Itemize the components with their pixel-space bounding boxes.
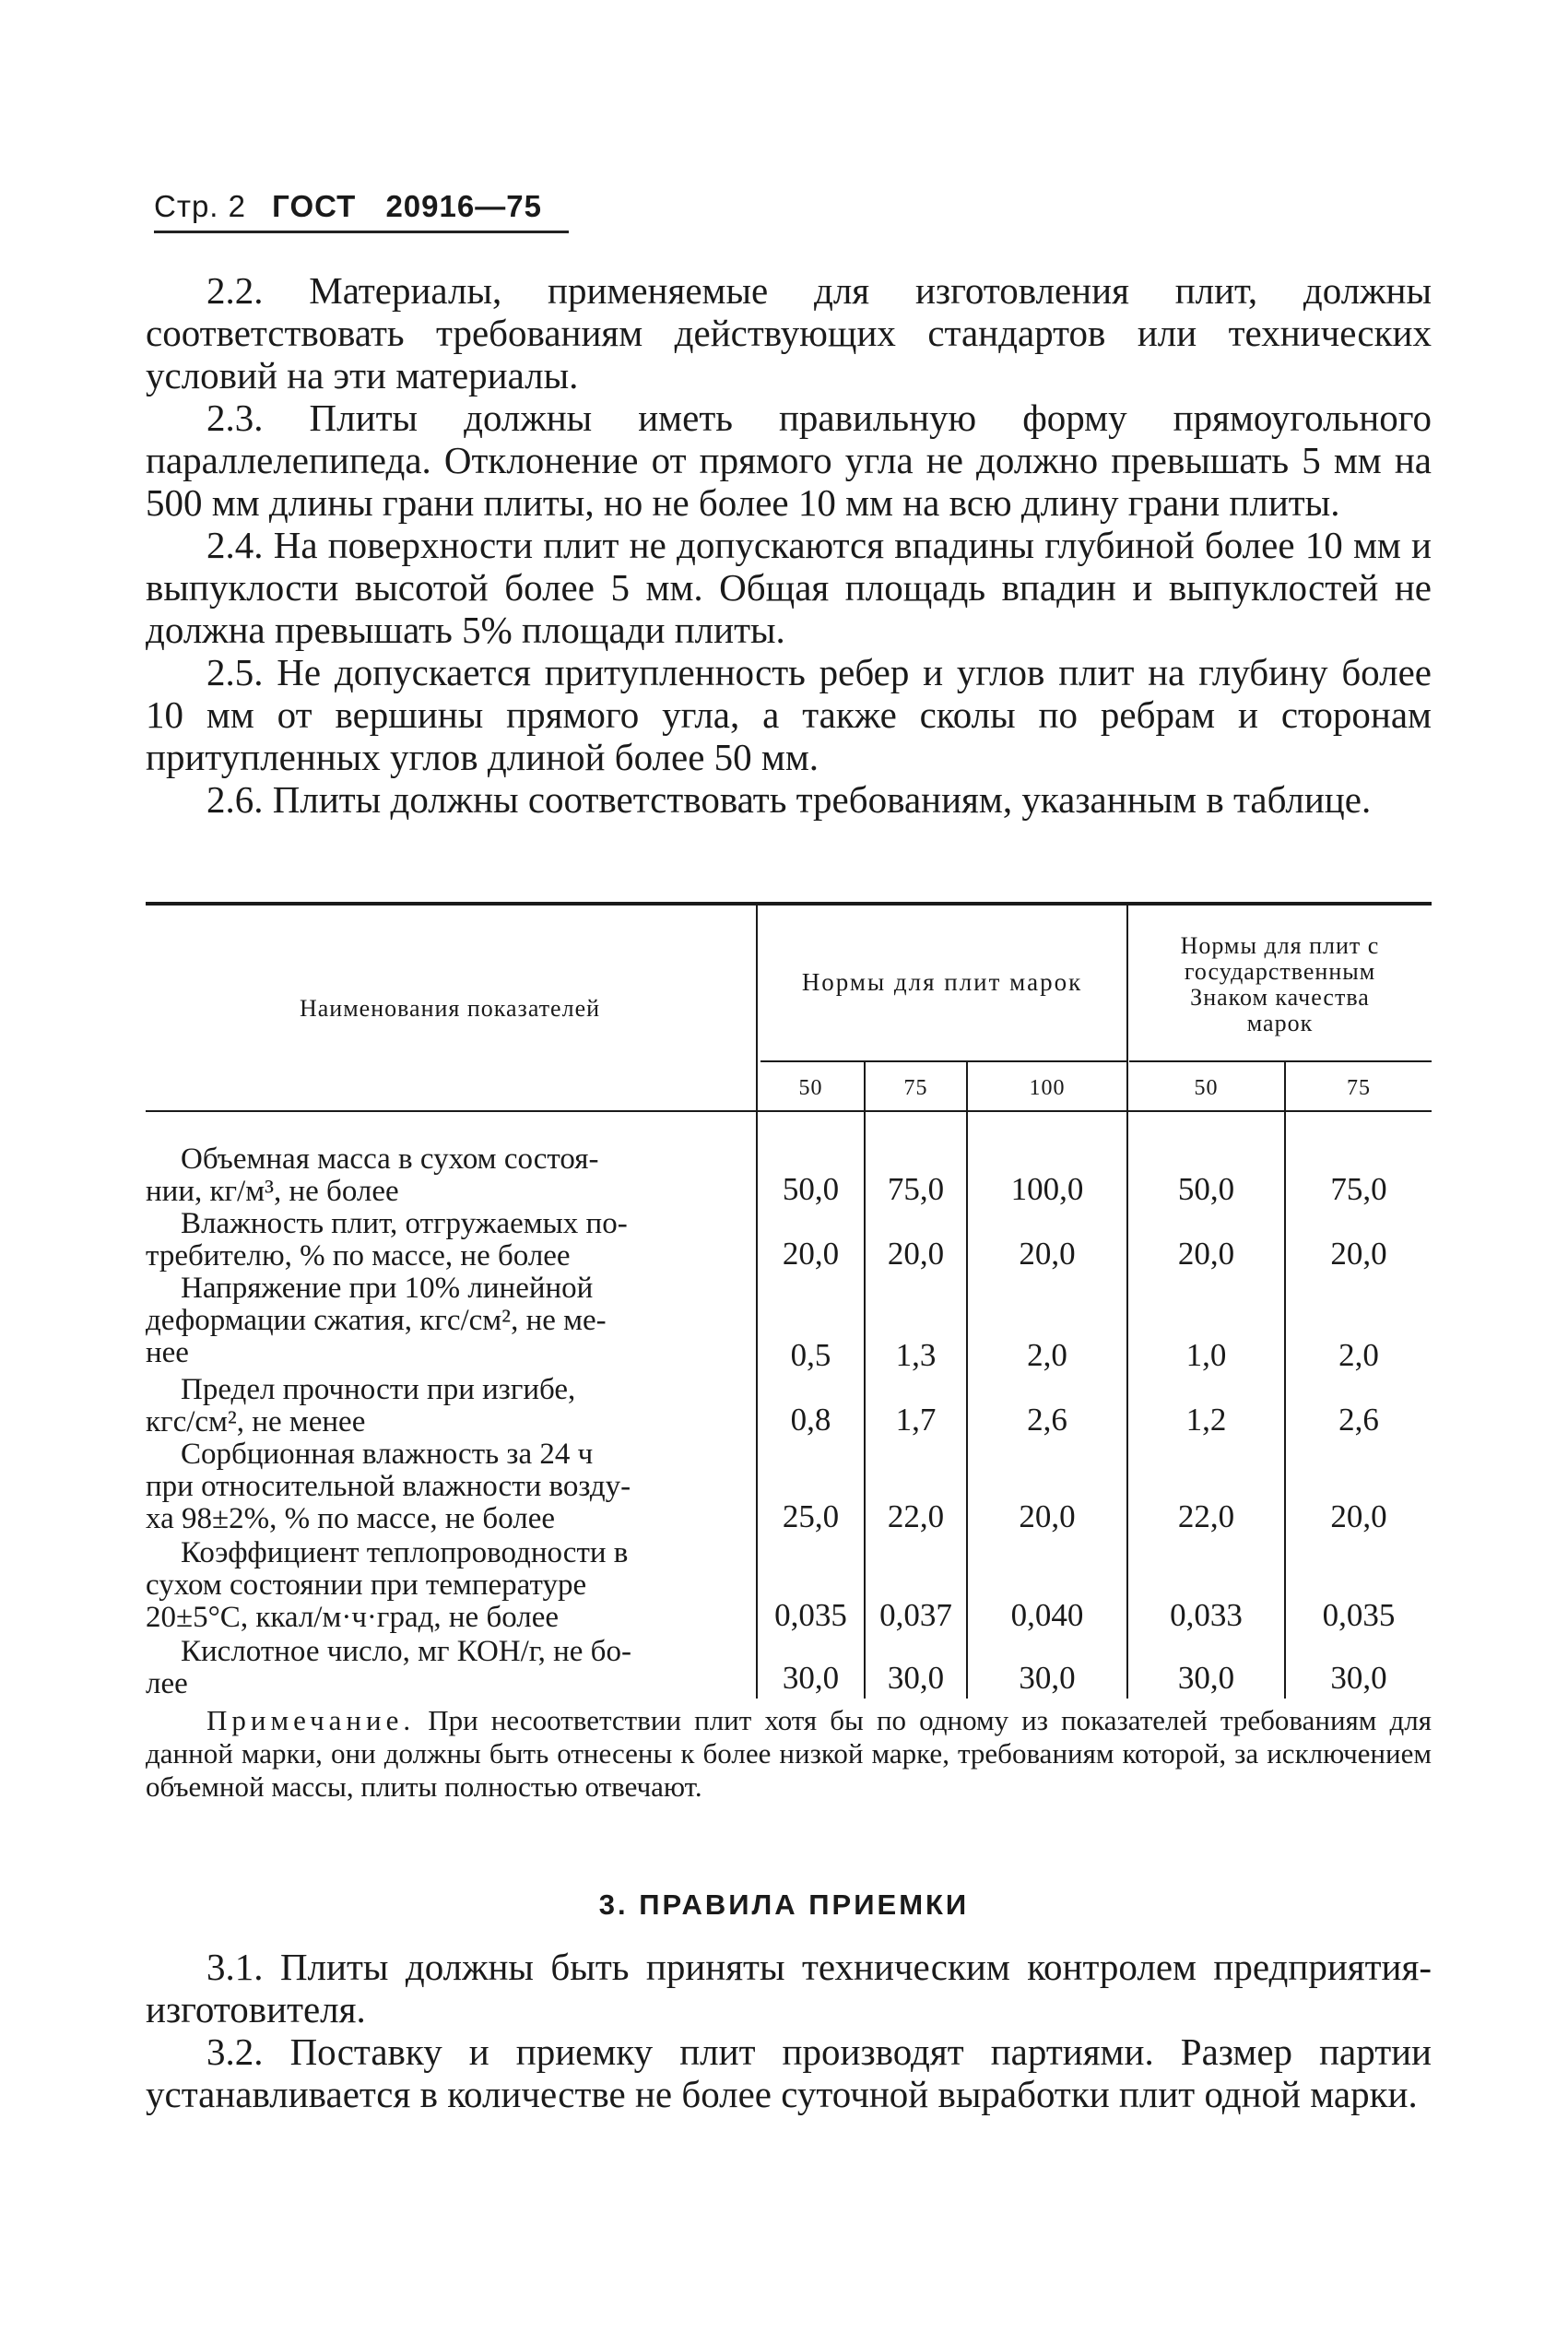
- table-cell: 2,6: [1027, 1402, 1067, 1438]
- paragraphs-block: [146, 269, 1432, 821]
- header-group2-line: Знаком качества: [1190, 984, 1370, 1011]
- table-row-name: Кислотное число, мг КОН/г, не бо- лее: [146, 1635, 631, 1700]
- table-cell: 0,8: [790, 1402, 831, 1438]
- paragraph-2-6: 2.6. Плиты должны соответствовать требованиям, указанным в таблице.: [206, 778, 1372, 821]
- table-cell: 25,0: [782, 1498, 840, 1534]
- table-row-name: Предел прочности при изгибе, кгс/см², не менее: [146, 1373, 576, 1438]
- table-cell: 75,0: [887, 1171, 945, 1207]
- section-title: 3. ПРАВИЛА ПРИЕМКИ: [598, 1888, 970, 1921]
- table-cell: 20,0: [1019, 1236, 1076, 1272]
- table-cell: 0,035: [1322, 1597, 1396, 1633]
- table-cell: 2,0: [1027, 1337, 1067, 1373]
- header-group2-line: государственным: [1184, 958, 1376, 985]
- table-cell: 20,0: [1330, 1498, 1387, 1534]
- group2-under-rule: [1129, 1060, 1432, 1062]
- header-group2-line: марок: [1246, 1010, 1314, 1036]
- table-cell: 1,0: [1185, 1337, 1227, 1373]
- header-rule: [154, 231, 569, 233]
- table-cell: 75,0: [1330, 1171, 1387, 1207]
- table-row-name: Коэффициент теплопроводности в сухом состоянии при температуре 20±5°С, ккал/м·ч·град, не более: [146, 1536, 629, 1634]
- paragraph-2-4: 2.4. На поверхности плит не допускаются впадины глубиной более 10 мм и выпуклости высотой более 5 мм. Общая площадь впадин и выпуклостей не должна превышать 5% площади плиты.: [146, 524, 1432, 651]
- col-divider: [756, 906, 758, 1699]
- paragraph-2-5: 2.5. Не допускается притупленность ребер и углов плит на глубину более 10 мм от вершины прямого угла, а также сколы по ребрам и сторонам притупленных углов длиной более 50 мм.: [146, 651, 1432, 778]
- note-label: Примечание.: [206, 1704, 416, 1736]
- page-header: [154, 189, 542, 224]
- grade-header: 75: [1347, 1076, 1371, 1100]
- paragraph-3-2: 3.2. Поставку и приемку плит производят партиями. Размер партии устанавливается в количестве не более суточной выработки плит одной марки.: [146, 2030, 1432, 2115]
- grade-header: 75: [903, 1076, 928, 1100]
- table-cell: 20,0: [1019, 1498, 1076, 1534]
- header-group2-line: Нормы для плит с: [1180, 932, 1380, 959]
- table-cell: 20,0: [1330, 1236, 1387, 1272]
- table-cell: 20,0: [1177, 1236, 1235, 1272]
- paragraph-3-1: 3.1. Плиты должны быть приняты техническим контролем предприятия-изготовителя.: [146, 1946, 1432, 2030]
- table-cell: 100,0: [1010, 1171, 1084, 1207]
- table-row-name: Напряжение при 10% линейной деформации сжатия, кгс/см², не ме- нее: [146, 1272, 607, 1369]
- header-group1: Нормы для плит марок: [801, 968, 1083, 996]
- table-cell: 30,0: [887, 1660, 945, 1696]
- grade-header: 50: [1194, 1076, 1219, 1100]
- table-cell: 0,033: [1170, 1597, 1243, 1633]
- table-cell: 20,0: [782, 1236, 840, 1272]
- table-cell: 1,2: [1185, 1402, 1227, 1438]
- header-group2: [1128, 933, 1432, 1036]
- group1-under-rule: [760, 1060, 1127, 1062]
- table-cell: 20,0: [887, 1236, 945, 1272]
- table-note: [146, 1704, 1432, 1804]
- table-row-name: Объемная масса в сухом состоя- нии, кг/м³, не более: [146, 1142, 599, 1208]
- table-cell: 2,0: [1338, 1337, 1379, 1373]
- grade-header: 50: [798, 1076, 823, 1100]
- table-cell: 2,6: [1338, 1402, 1379, 1438]
- table-row-name: Влажность плит, отгружаемых по- требителю, % по массе, не более: [146, 1207, 628, 1273]
- table-cell: 50,0: [782, 1171, 840, 1207]
- table-cell: 0,5: [790, 1337, 831, 1373]
- paragraph-2-2: 2.2. Материалы, применяемые для изготовления плит, должны соответствовать требованиям действующих стандартов или технических условий на эти материалы.: [146, 269, 1432, 397]
- note-text: При несоответствии плит хотя бы по одному из показателей требованиям для данной марки, они должны быть отнесены к более низкой марке, требованиям которой, за исключением объемной массы, плиты полностью отвечают.: [146, 1704, 1432, 1803]
- gost-number: 20916—75: [385, 189, 542, 223]
- table-top-rule: [146, 902, 1432, 906]
- table-cell: 0,035: [774, 1597, 847, 1633]
- table-cell: 22,0: [887, 1498, 945, 1534]
- section3-paragraphs: [146, 1946, 1432, 2115]
- gost-label: ГОСТ: [272, 189, 357, 223]
- table-cell: 30,0: [1019, 1660, 1076, 1696]
- table-cell: 0,037: [879, 1597, 952, 1633]
- table-cell: 22,0: [1177, 1498, 1235, 1534]
- table-cell: 30,0: [782, 1660, 840, 1696]
- table-cell: 30,0: [1177, 1660, 1235, 1696]
- table-cell: 1,7: [895, 1402, 937, 1438]
- page-number: Стр. 2: [154, 189, 246, 223]
- paragraph-2-3: 2.3. Плиты должны иметь правильную форму прямоугольного параллелепипеда. Отклонение от прямого угла не должно превышать 5 мм на 500 мм длины грани плиты, но не более 10 мм на всю длину грани плиты.: [146, 397, 1432, 524]
- table-row-name: Сорбционная влажность за 24 ч при относительной влажности возду- ха 98±2%, % по массе, не более: [146, 1438, 631, 1535]
- table-cell: 50,0: [1177, 1171, 1235, 1207]
- table-header-rule: [146, 1110, 1432, 1112]
- table-cell: 0,040: [1010, 1597, 1084, 1633]
- table-cell: 1,3: [895, 1337, 937, 1373]
- grade-header: 100: [1029, 1076, 1066, 1100]
- table-cell: 30,0: [1330, 1660, 1387, 1696]
- header-indicator-name: Наименования показателей: [299, 995, 601, 1022]
